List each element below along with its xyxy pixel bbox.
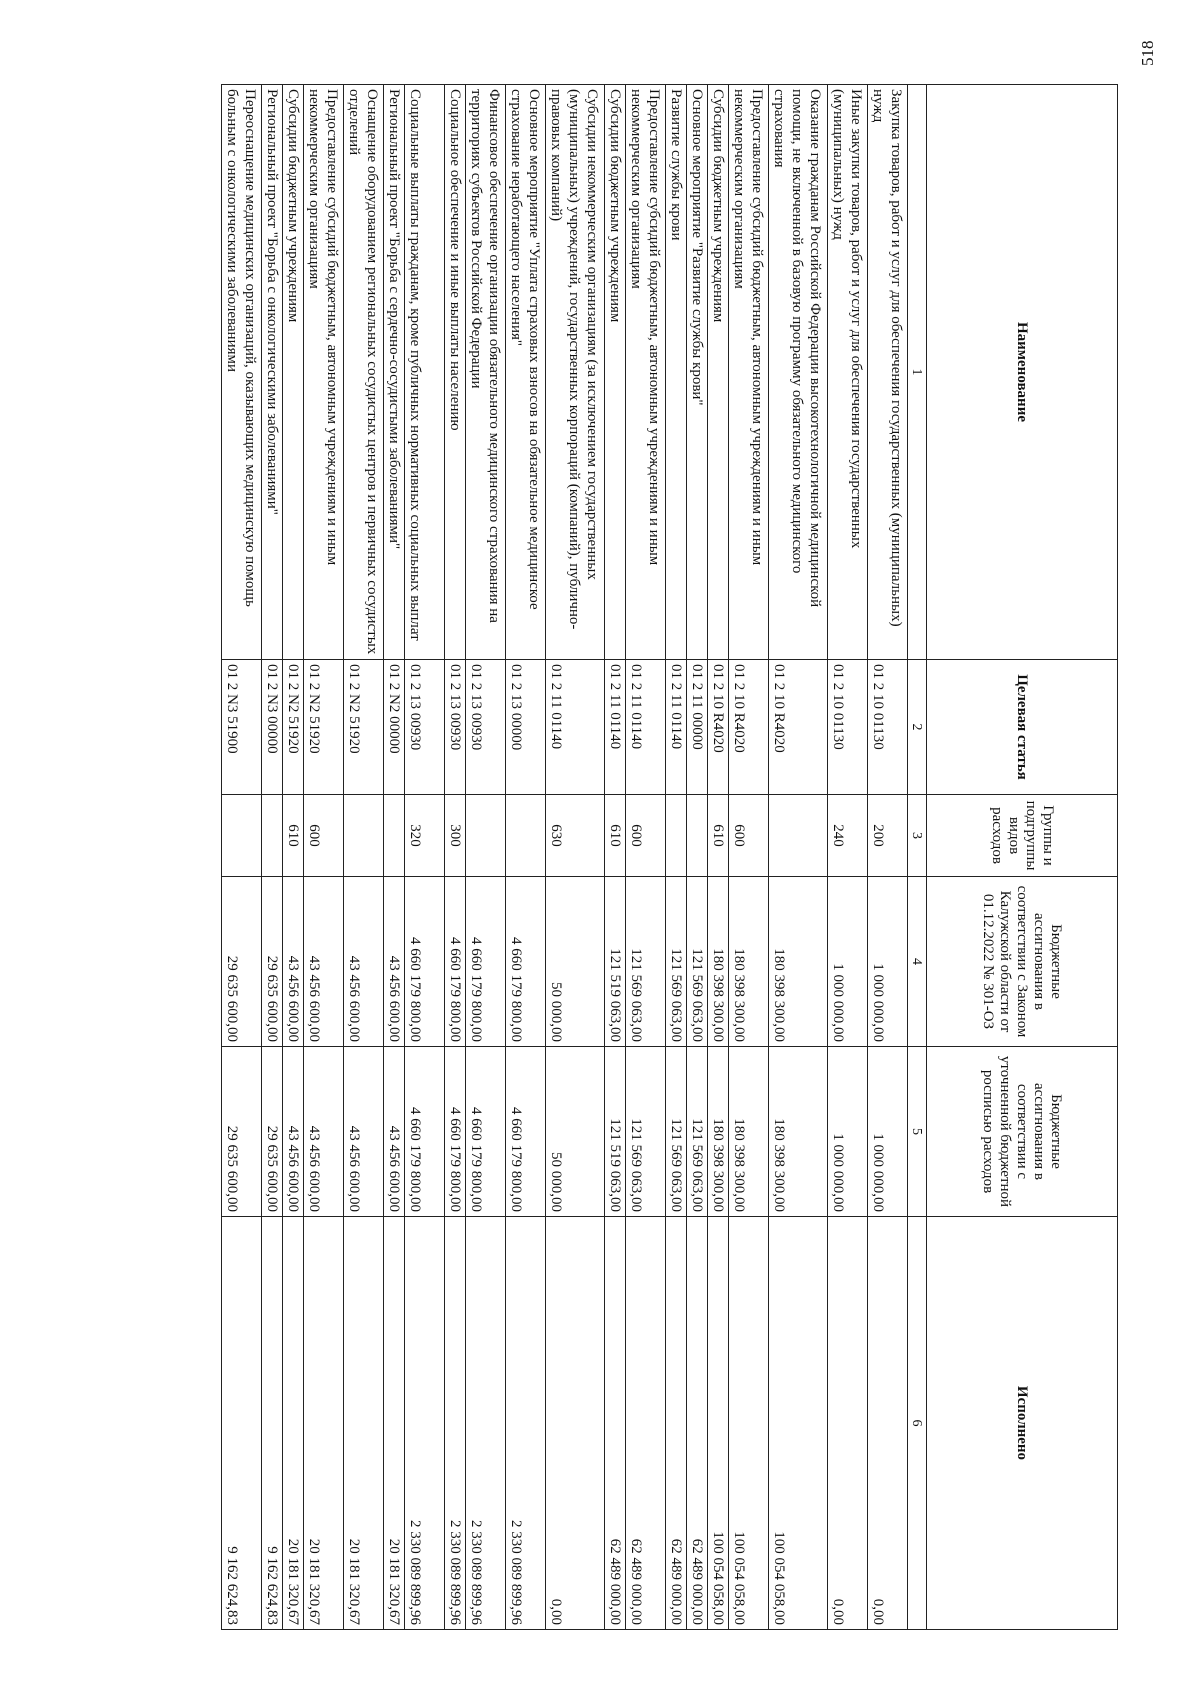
table-row: [546, 85, 605, 1630]
cell-code: 01 2 N3 00000: [262, 660, 283, 795]
cell-plan-amount: 43 456 600,00: [384, 1047, 405, 1217]
cell-group: [769, 795, 828, 877]
table-row: [605, 85, 626, 1630]
cell-group: [666, 795, 687, 877]
cell-done-amount: 20 181 320,67: [283, 1217, 304, 1630]
cell-law-amount: 43 456 600,00: [384, 877, 405, 1047]
cell-group: [384, 795, 405, 877]
cell-done-amount: 2 330 089 899,96: [405, 1217, 445, 1630]
cell-name: Социальное обеспечение и иные выплаты населению: [445, 85, 466, 660]
cell-code: 01 2 11 01140: [546, 660, 605, 795]
cell-plan-amount: 180 398 300,00: [729, 1047, 769, 1217]
cell-done-amount: 62 489 000,00: [605, 1217, 626, 1630]
cell-group: 630: [546, 795, 605, 877]
cell-plan-amount: 1 000 000,00: [868, 1047, 908, 1217]
cell-group: 610: [708, 795, 729, 877]
column-number: 3: [908, 795, 927, 877]
page-number: 518: [1138, 40, 1157, 66]
cell-law-amount: 121 569 063,00: [626, 877, 666, 1047]
cell-name: Субсидии бюджетным учреждениям: [605, 85, 626, 660]
cell-name: Развитие службы крови: [666, 85, 687, 660]
cell-plan-amount: 43 456 600,00: [283, 1047, 304, 1217]
cell-code: 01 2 N2 00000: [384, 660, 405, 795]
cell-group: 600: [304, 795, 344, 877]
cell-done-amount: 62 489 000,00: [687, 1217, 708, 1630]
table-row: [729, 85, 769, 1630]
cell-done-amount: 62 489 000,00: [626, 1217, 666, 1630]
cell-group: 610: [283, 795, 304, 877]
cell-name: Оказание гражданам Российской Федерации высокотехнологичной медицинской помощи, не включенной в базовую программу обязательного медицинского страхования: [769, 85, 828, 660]
column-number: 6: [908, 1217, 927, 1630]
table-row: [626, 85, 666, 1630]
table-row: [283, 85, 304, 1630]
budget-table: [221, 84, 1118, 1630]
cell-name: Иные закупки товаров, работ и услуг для обеспечения государственных (муниципальных) нужд: [828, 85, 868, 660]
cell-done-amount: 62 489 000,00: [666, 1217, 687, 1630]
table-row: [506, 85, 546, 1630]
cell-plan-amount: 43 456 600,00: [344, 1047, 384, 1217]
cell-law-amount: 4 660 179 800,00: [445, 877, 466, 1047]
cell-plan-amount: 43 456 600,00: [304, 1047, 344, 1217]
cell-code: 01 2 11 01140: [605, 660, 626, 795]
cell-group: 600: [729, 795, 769, 877]
table-row: [222, 85, 262, 1630]
cell-law-amount: 4 660 179 800,00: [466, 877, 506, 1047]
cell-done-amount: 9 162 624,83: [262, 1217, 283, 1630]
cell-plan-amount: 4 660 179 800,00: [445, 1047, 466, 1217]
header-plan: Бюджетные ассигнования в соответствии с уточненной бюджетной росписью расходов: [927, 1047, 1118, 1217]
cell-group: 300: [445, 795, 466, 877]
cell-code: 01 2 10 R4020: [708, 660, 729, 795]
cell-code: 01 2 N2 51920: [304, 660, 344, 795]
cell-plan-amount: 29 635 600,00: [262, 1047, 283, 1217]
table-row: [344, 85, 384, 1630]
cell-name: Субсидии некоммерческим организациям (за исключением государственных (муниципальных) учреждений, государственных корпораций (компаний), публично-правовых компаний): [546, 85, 605, 660]
cell-done-amount: 2 330 089 899,96: [466, 1217, 506, 1630]
table-row: [304, 85, 344, 1630]
cell-name: Субсидии бюджетным учреждениям: [708, 85, 729, 660]
cell-plan-amount: 180 398 300,00: [708, 1047, 729, 1217]
cell-done-amount: 2 330 089 899,96: [506, 1217, 546, 1630]
cell-law-amount: 180 398 300,00: [769, 877, 828, 1047]
table-body: [222, 85, 908, 1630]
cell-code: 01 2 13 00930: [466, 660, 506, 795]
cell-group: 610: [605, 795, 626, 877]
cell-plan-amount: 121 569 063,00: [687, 1047, 708, 1217]
cell-done-amount: 100 054 058,00: [729, 1217, 769, 1630]
rotated-page: [221, 84, 1118, 1629]
cell-law-amount: 180 398 300,00: [708, 877, 729, 1047]
cell-code: 01 2 13 00000: [506, 660, 546, 795]
cell-code: 01 2 10 01130: [828, 660, 868, 795]
cell-code: 01 2 10 R4020: [729, 660, 769, 795]
cell-name: Закупка товаров, работ и услуг для обеспечения государственных (муниципальных) нужд: [868, 85, 908, 660]
cell-law-amount: 43 456 600,00: [283, 877, 304, 1047]
cell-done-amount: 20 181 320,67: [304, 1217, 344, 1630]
cell-code: 01 2 11 00000: [687, 660, 708, 795]
column-number-row: [908, 85, 927, 1630]
cell-name: Основное мероприятие "Развитие службы крови": [687, 85, 708, 660]
table-row: [384, 85, 405, 1630]
cell-law-amount: 29 635 600,00: [222, 877, 262, 1047]
cell-law-amount: 1 000 000,00: [868, 877, 908, 1047]
cell-law-amount: 50 000,00: [546, 877, 605, 1047]
cell-name: Переоснащение медицинских организаций, оказывающих медицинскую помощь больным с онкологическими заболеваниями: [222, 85, 262, 660]
cell-name: Основное мероприятие "Уплата страховых взносов на обязательное медицинское страхование неработающего населения": [506, 85, 546, 660]
header-group: Группы и подгруппы видов расходов: [927, 795, 1118, 877]
cell-law-amount: 121 569 063,00: [687, 877, 708, 1047]
cell-done-amount: 20 181 320,67: [384, 1217, 405, 1630]
table-row: [708, 85, 729, 1630]
cell-law-amount: 43 456 600,00: [304, 877, 344, 1047]
cell-code: 01 2 N2 51920: [283, 660, 304, 795]
cell-group: 320: [405, 795, 445, 877]
cell-code: 01 2 N3 51900: [222, 660, 262, 795]
cell-name: Предоставление субсидий бюджетным, автономным учреждениям и иным некоммерческим организациям: [626, 85, 666, 660]
cell-name: Предоставление субсидий бюджетным, автономным учреждениям и иным некоммерческим организациям: [304, 85, 344, 660]
cell-group: [687, 795, 708, 877]
cell-code: 01 2 13 00930: [405, 660, 445, 795]
cell-group: 240: [828, 795, 868, 877]
table-row: [687, 85, 708, 1630]
cell-done-amount: 0,00: [868, 1217, 908, 1630]
cell-name: Социальные выплаты гражданам, кроме публичных нормативных социальных выплат: [405, 85, 445, 660]
cell-group: 200: [868, 795, 908, 877]
cell-done-amount: 2 330 089 899,96: [445, 1217, 466, 1630]
cell-done-amount: 100 054 058,00: [769, 1217, 828, 1630]
cell-name: Предоставление субсидий бюджетным, автономным учреждениям и иным некоммерческим организациям: [729, 85, 769, 660]
table-row: [666, 85, 687, 1630]
header-code: Целевая статья: [927, 660, 1118, 795]
cell-name: Финансовое обеспечение организации обязательного медицинского страхования на территориях субъектов Российской Федерации: [466, 85, 506, 660]
cell-law-amount: 4 660 179 800,00: [506, 877, 546, 1047]
column-number: 5: [908, 1047, 927, 1217]
cell-plan-amount: 1 000 000,00: [828, 1047, 868, 1217]
header-name: Наименование: [927, 85, 1118, 660]
cell-plan-amount: 4 660 179 800,00: [405, 1047, 445, 1217]
cell-law-amount: 121 519 063,00: [605, 877, 626, 1047]
cell-name: Региональный проект "Борьба с онкологическими заболеваниями": [262, 85, 283, 660]
cell-plan-amount: 121 569 063,00: [626, 1047, 666, 1217]
cell-plan-amount: 4 660 179 800,00: [506, 1047, 546, 1217]
cell-code: 01 2 11 01140: [666, 660, 687, 795]
cell-group: [344, 795, 384, 877]
cell-name: Региональный проект "Борьба с сердечно-сосудистыми заболеваниями": [384, 85, 405, 660]
cell-plan-amount: 121 569 063,00: [666, 1047, 687, 1217]
cell-code: 01 2 10 R4020: [769, 660, 828, 795]
cell-done-amount: 20 181 320,67: [344, 1217, 384, 1630]
table-row: [405, 85, 445, 1630]
header-row: [927, 85, 1118, 1630]
cell-law-amount: 121 569 063,00: [666, 877, 687, 1047]
cell-code: 01 2 13 00930: [445, 660, 466, 795]
column-number: 2: [908, 660, 927, 795]
cell-done-amount: 100 054 058,00: [708, 1217, 729, 1630]
cell-plan-amount: 180 398 300,00: [769, 1047, 828, 1217]
cell-plan-amount: 50 000,00: [546, 1047, 605, 1217]
cell-code: 01 2 11 01140: [626, 660, 666, 795]
table-row: [445, 85, 466, 1630]
table-row: [868, 85, 908, 1630]
cell-plan-amount: 29 635 600,00: [222, 1047, 262, 1217]
header-law: Бюджетные ассигнования в соответствии с Законом Калужской области от 01.12.2022 № 301-ОЗ: [927, 877, 1118, 1047]
header-done: Исполнено: [927, 1217, 1118, 1630]
cell-law-amount: 29 635 600,00: [262, 877, 283, 1047]
cell-done-amount: 0,00: [546, 1217, 605, 1630]
cell-group: 600: [626, 795, 666, 877]
cell-done-amount: 0,00: [828, 1217, 868, 1630]
cell-code: 01 2 N2 51920: [344, 660, 384, 795]
cell-group: [506, 795, 546, 877]
cell-name: Субсидии бюджетным учреждениям: [283, 85, 304, 660]
cell-plan-amount: 121 519 063,00: [605, 1047, 626, 1217]
cell-law-amount: 43 456 600,00: [344, 877, 384, 1047]
cell-law-amount: 1 000 000,00: [828, 877, 868, 1047]
cell-name: Оснащение оборудованием региональных сосудистых центров и первичных сосудистых отделений: [344, 85, 384, 660]
cell-code: 01 2 10 01130: [868, 660, 908, 795]
column-number: 1: [908, 85, 927, 660]
column-number: 4: [908, 877, 927, 1047]
table-row: [828, 85, 868, 1630]
table-row: [262, 85, 283, 1630]
cell-done-amount: 9 162 624,83: [222, 1217, 262, 1630]
cell-law-amount: 4 660 179 800,00: [405, 877, 445, 1047]
table-row: [466, 85, 506, 1630]
table-row: [769, 85, 828, 1630]
cell-law-amount: 180 398 300,00: [729, 877, 769, 1047]
cell-group: [466, 795, 506, 877]
cell-plan-amount: 4 660 179 800,00: [466, 1047, 506, 1217]
cell-group: [222, 795, 262, 877]
cell-group: [262, 795, 283, 877]
